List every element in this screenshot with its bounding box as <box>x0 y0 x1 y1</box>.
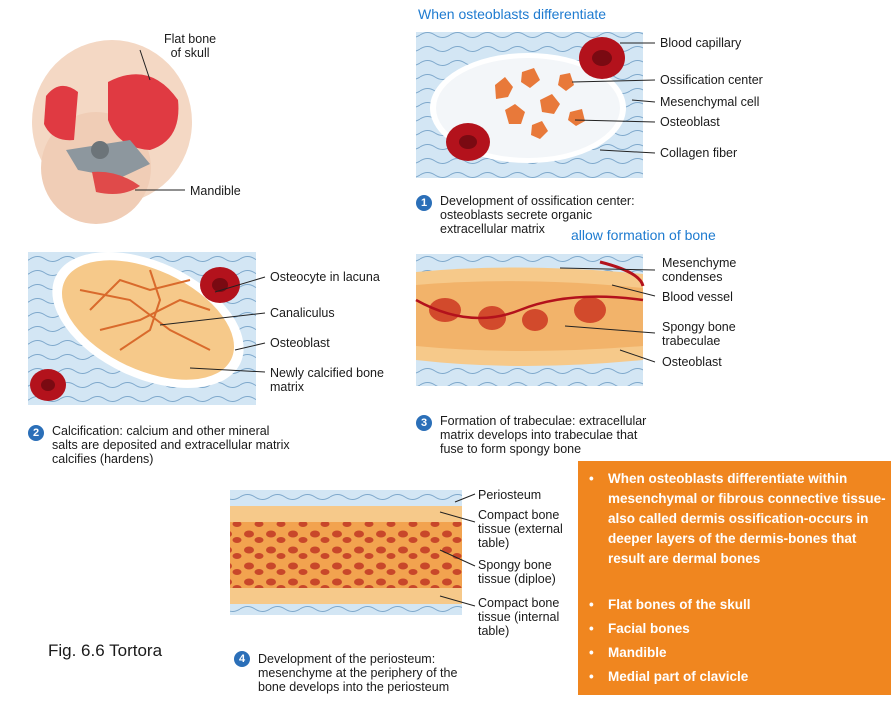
label-mandible: Mandible <box>190 184 241 198</box>
label-osteoblast-2: Osteoblast <box>270 336 330 350</box>
panel4-illustration <box>230 490 462 615</box>
top-heading: When osteoblasts differentiate <box>418 6 607 22</box>
note-allow-formation: allow formation of bone <box>571 227 716 243</box>
info-main-list <box>578 469 891 569</box>
label-canaliculus: Canaliculus <box>270 306 335 320</box>
label-spongy-bone-trabeculae: Spongy bone trabeculae <box>662 320 736 348</box>
step-badge-1: 1 <box>416 195 432 211</box>
panel2-illustration <box>28 224 265 415</box>
info-box <box>578 461 891 695</box>
label-collagen-fiber: Collagen fiber <box>660 146 738 160</box>
info-bullet-facial-bones: • Facial bones <box>578 619 891 639</box>
label-compact-bone-external: Compact bone tissue (external table) <box>478 508 563 550</box>
panel3-illustration <box>416 254 643 386</box>
info-bullet-clavicle: • Medial part of clavicle <box>578 667 891 687</box>
label-newly-calcified-matrix: Newly calcified bone matrix <box>270 366 384 394</box>
label-mesenchymal-cell: Mesenchymal cell <box>660 95 760 109</box>
label-osteocyte-in-lacuna: Osteocyte in lacuna <box>270 270 380 284</box>
label-mesenchyme-condenses: Mesenchyme condenses <box>662 256 737 284</box>
label-blood-vessel: Blood vessel <box>662 290 733 304</box>
skull-illustration <box>32 40 192 224</box>
info-bullet-mandible: • Mandible <box>578 643 891 663</box>
step-badge-2: 2 <box>28 425 44 441</box>
step-badge-3: 3 <box>416 415 432 431</box>
panel1-illustration <box>416 32 643 178</box>
step-badge-4: 4 <box>234 651 250 667</box>
caption-step-4: Development of the periosteum: mesenchyme at the periphery of the bone develops into the periosteum <box>258 652 458 694</box>
label-osteoblast-3: Osteoblast <box>662 355 722 369</box>
label-osteoblast-1: Osteoblast <box>660 115 720 129</box>
label-flat-bone-of-skull: Flat bone of skull <box>164 32 217 60</box>
info-main-bullet: • When osteoblasts differentiate within mesenchymal or fibrous connective tissue-also called dermis ossification-occurs in deeper layers of the dermis-bones that result are dermal bones <box>578 469 891 569</box>
label-spongy-bone-diploe: Spongy bone tissue (diploe) <box>478 558 556 586</box>
caption-step-2: Calcification: calcium and other mineral salts are deposited and extracellular matrix calcifies (hardens) <box>52 424 290 466</box>
figure-caption: Fig. 6.6 Tortora <box>48 641 163 660</box>
info-sub-list <box>578 595 891 687</box>
caption-step-1: Development of ossification center: osteoblasts secrete organic extracellular matrix <box>440 194 635 236</box>
label-blood-capillary: Blood capillary <box>660 36 742 50</box>
label-compact-bone-internal: Compact bone tissue (internal table) <box>478 596 560 638</box>
caption-step-3: Formation of trabeculae: extracellular matrix develops into trabeculae that fuse to form spongy bone <box>440 414 647 456</box>
info-bullet-flat-bones: • Flat bones of the skull <box>578 595 891 615</box>
label-periosteum: Periosteum <box>478 488 542 502</box>
label-ossification-center: Ossification center <box>660 73 763 87</box>
